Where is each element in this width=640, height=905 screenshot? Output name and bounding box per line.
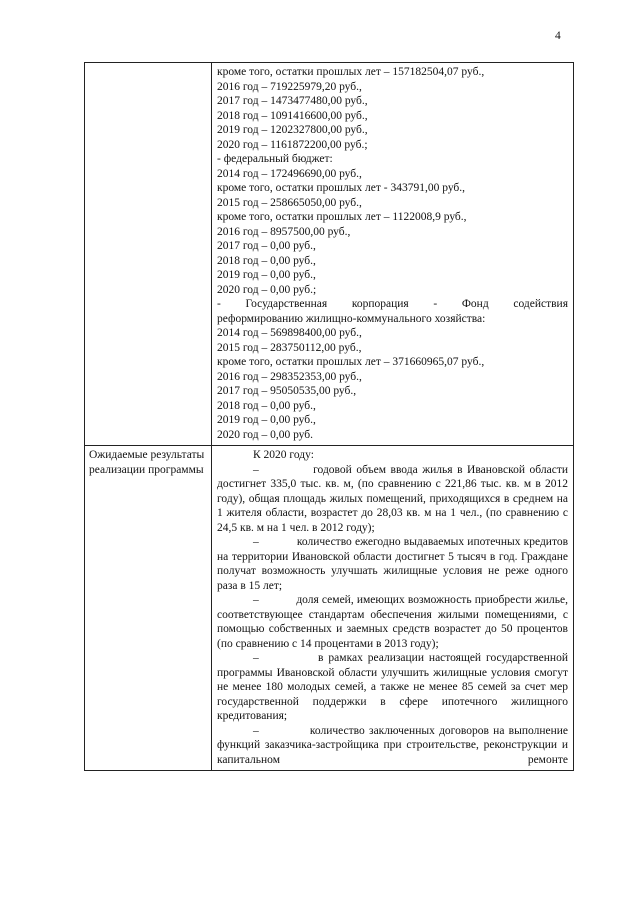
funding-line: 2019 год – 0,00 руб.,	[217, 414, 316, 426]
results-label: Ожидаемые результаты реализации программы	[85, 446, 212, 771]
funding-line: 2016 год – 719225979,20 руб.,	[217, 80, 362, 93]
funding-line: 2014 год – 569898400,00 руб.,	[217, 327, 362, 339]
funding-line: 2017 год – 0,00 руб.,	[217, 240, 316, 252]
funding-line: 2015 год – 283750112,00 руб.,	[217, 341, 362, 354]
page-number: 4	[555, 30, 561, 42]
funding-line: кроме того, остатки прошлых лет – 157182504,07 руб.,	[217, 66, 485, 78]
funding-line: кроме того, остатки прошлых лет – 371660965,07 руб.,	[217, 356, 485, 368]
result-item: – в рамках реализации настоящей государственной программы Ивановской области улучшить жилищные условия смогут не менее 180 молодых семей, а также не менее 85 семей за счет мер государственной поддержки в сфере ипотечного жилищного кредитования;	[217, 652, 571, 722]
funding-line: 2014 год – 172496690,00 руб.,	[217, 167, 362, 180]
results-content	[212, 446, 574, 771]
table-row-financing	[85, 63, 574, 446]
program-table	[84, 62, 574, 771]
funding-line: 2020 год – 0,00 руб.	[217, 428, 313, 441]
result-item: – количество заключенных договоров на выполнение функций заказчика-застройщика при строительстве, реконструкции и капитальном ремонте	[217, 724, 571, 766]
table-row-results	[85, 446, 574, 771]
results-intro: К 2020 году:	[253, 449, 314, 461]
funding-line: 2017 год – 1473477480,00 руб.,	[217, 95, 368, 107]
row-label-empty	[85, 63, 212, 446]
financing-content	[212, 63, 574, 446]
result-item: – количество ежегодно выдаваемых ипотечных кредитов на территории Ивановской области достигнет 5 тысяч в год. Граждане получат возможность улучшать жилищные условия не реже одного раза в 15 лет;	[217, 536, 571, 592]
funding-line: 2018 год – 0,00 руб.,	[217, 254, 316, 267]
result-item: – годовой объем ввода жилья в Ивановской области достигнет 335,0 тыс. кв. м, (по сравнению с 221,86 тыс. кв. м в 2012 году), общая площадь жилых помещений, приходящихся в среднем на 1 жителя области, возрастет до 28,03 кв. м на 1 чел., (по сравнению с 24,5 кв. м на 1 чел. в 2012 году);	[217, 463, 571, 534]
funding-line: 2016 год – 298352353,00 руб.,	[217, 370, 362, 383]
funding-line: кроме того, остатки прошлых лет - 343791,00 руб.,	[217, 182, 466, 194]
funding-line: 2015 год – 258665050,00 руб.,	[217, 196, 362, 209]
fund-paragraph: - Государственная корпорация - Фонд содействия реформированию жилищно-коммунального хозяйства:	[217, 298, 571, 325]
funding-line: 2019 год – 0,00 руб.,	[217, 269, 316, 281]
funding-line: 2018 год – 1091416600,00 руб.,	[217, 109, 368, 122]
funding-line: 2020 год – 1161872200,00 руб.;	[217, 138, 368, 151]
funding-line: 2016 год – 8957500,00 руб.,	[217, 225, 351, 238]
funding-line: кроме того, остатки прошлых лет – 1122008,9 руб.,	[217, 211, 467, 223]
funding-line: 2020 год – 0,00 руб.;	[217, 283, 317, 296]
result-item: – доля семей, имеющих возможность приобрести жилье, соответствующее стандартам обеспечения жилыми помещениями, с помощью собственных и заемных средств возрастет до 50 процентов (по сравнению с 14 процентами в 2013 году);	[217, 594, 571, 650]
funding-line: 2017 год – 95050535,00 руб.,	[217, 385, 357, 397]
funding-line: 2019 год – 1202327800,00 руб.,	[217, 124, 368, 136]
funding-line: - федеральный бюджет:	[217, 153, 333, 165]
funding-line: 2018 год – 0,00 руб.,	[217, 399, 316, 412]
